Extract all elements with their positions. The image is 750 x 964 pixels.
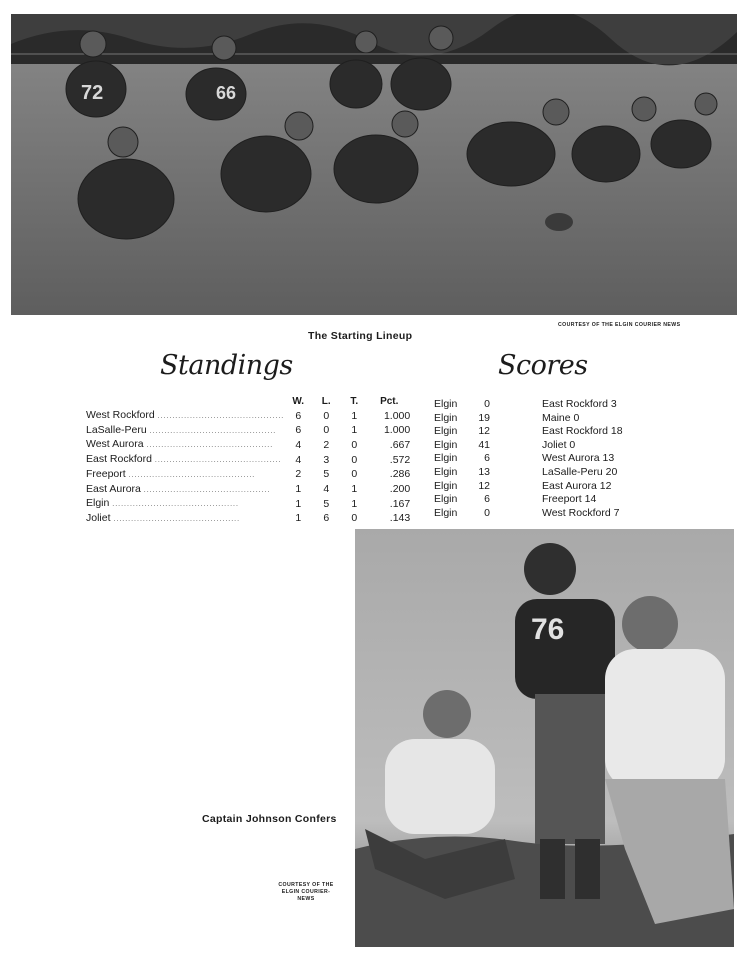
score-opponent: Joliet 0	[542, 438, 576, 451]
score-home-team: Elgin	[434, 465, 458, 478]
standings-wins: 6	[295, 424, 302, 437]
standings-ties: 0	[351, 512, 358, 525]
standings-row	[86, 409, 410, 424]
captain-confers-caption: Captain Johnson Confers	[202, 813, 337, 825]
standings-title: Standings	[160, 350, 293, 381]
standings-losses: 0	[323, 424, 330, 437]
score-home-points: 0	[484, 398, 490, 410]
header-losses: L.	[321, 396, 331, 407]
standings-losses: 5	[323, 497, 330, 510]
score-opponent: Freeport 14	[542, 493, 597, 506]
standings-ties: 0	[351, 438, 358, 451]
score-opponent: Maine 0	[542, 411, 580, 424]
score-opponent: West Rockford 7	[542, 506, 620, 519]
standings-row	[86, 453, 410, 468]
standings-ties: 0	[351, 453, 358, 466]
standings-pct: .572	[389, 453, 411, 466]
standings-ties: 0	[351, 468, 358, 481]
standings-losses: 3	[323, 453, 330, 466]
score-row	[434, 480, 722, 494]
credit-line-2: ELGIN COURIER-NEWS	[281, 889, 331, 902]
standings-team: West Aurora ...........................................	[86, 438, 274, 451]
standings-wins: 6	[295, 409, 302, 422]
score-opponent: East Rockford 3	[542, 398, 617, 410]
score-home-points: 0	[484, 506, 490, 519]
score-home-team: Elgin	[434, 425, 458, 438]
standings-pct: .143	[389, 512, 411, 525]
standings-pct: .167	[389, 497, 411, 510]
captain-confers-credit	[274, 882, 338, 903]
starting-lineup-caption: The Starting Lineup	[308, 330, 413, 342]
score-row	[434, 507, 722, 521]
standings-losses: 4	[323, 483, 330, 496]
standings-ties: 1	[351, 424, 358, 437]
score-home-team: Elgin	[434, 506, 458, 519]
header-wins: W.	[292, 396, 305, 407]
scores-table	[434, 398, 722, 520]
score-home-points: 6	[484, 493, 490, 506]
standings-row	[86, 497, 410, 512]
standings-team: LaSalle-Peru ...........................................	[86, 423, 277, 436]
score-row	[434, 466, 722, 480]
standings-wins: 1	[295, 483, 302, 496]
standings-losses: 6	[323, 512, 330, 525]
score-row	[434, 493, 722, 507]
score-opponent: East Aurora 12	[542, 479, 612, 492]
standings-team: Freeport ...........................................	[86, 467, 256, 480]
score-home-points: 19	[478, 411, 490, 424]
standings-pct: .200	[389, 483, 411, 496]
header-pct: Pct.	[380, 396, 399, 407]
standings-losses: 5	[323, 468, 330, 481]
score-row	[434, 439, 722, 453]
captain-confers-photo	[355, 529, 734, 947]
standings-row	[86, 468, 410, 483]
standings-team: West Rockford ...........................................	[86, 409, 285, 421]
standings-row	[86, 512, 410, 527]
score-home-team: Elgin	[434, 411, 458, 424]
jersey-number-72: 72	[81, 82, 104, 104]
score-home-team: Elgin	[434, 398, 458, 410]
standings-ties: 1	[351, 409, 358, 422]
score-home-team: Elgin	[434, 452, 458, 465]
standings-wins: 2	[295, 468, 302, 481]
score-row	[434, 452, 722, 466]
score-home-points: 41	[478, 438, 490, 451]
score-row	[434, 398, 722, 412]
score-home-points: 13	[478, 465, 490, 478]
score-opponent: LaSalle-Peru 20	[542, 465, 618, 478]
standings-wins: 1	[295, 497, 302, 510]
jersey-number-66: 66	[216, 83, 237, 103]
standings-wins: 4	[295, 438, 302, 451]
score-home-team: Elgin	[434, 493, 458, 506]
standings-pct: .667	[389, 438, 411, 451]
standings-ties: 1	[351, 497, 358, 510]
score-row	[434, 425, 722, 439]
standings-header-row	[86, 396, 410, 409]
standings-pct: 1.000	[383, 409, 411, 422]
standings-wins: 1	[295, 512, 302, 525]
credit-line-1: COURTESY OF THE	[278, 882, 334, 888]
scores-title: Scores	[498, 350, 588, 381]
standings-row	[86, 483, 410, 498]
score-row	[434, 412, 722, 426]
standings-losses: 0	[323, 409, 330, 422]
score-home-team: Elgin	[434, 438, 458, 451]
score-home-team: Elgin	[434, 479, 458, 492]
standings-team: East Aurora ...........................................	[86, 482, 271, 495]
score-opponent: East Rockford 18	[542, 425, 623, 438]
standings-pct: 1.000	[383, 424, 411, 437]
standings-wins: 4	[295, 453, 302, 466]
standings-table	[86, 396, 410, 527]
standings-pct: .286	[389, 468, 411, 481]
standings-team: Elgin ...........................................	[86, 497, 239, 510]
score-opponent: West Aurora 13	[542, 452, 615, 465]
standings-team: East Rockford ...........................................	[86, 453, 282, 466]
standings-row	[86, 438, 410, 453]
score-home-points: 12	[478, 479, 490, 492]
starting-lineup-credit: COURTESY OF THE ELGIN COURIER NEWS	[558, 322, 681, 328]
jersey-number-76: 76	[531, 613, 565, 646]
score-home-points: 6	[484, 452, 490, 465]
standings-ties: 1	[351, 483, 358, 496]
standings-team: Joliet ...........................................	[86, 511, 241, 524]
standings-losses: 2	[323, 438, 330, 451]
score-home-points: 12	[478, 425, 490, 438]
starting-lineup-photo	[11, 14, 737, 315]
header-ties: T.	[350, 396, 359, 407]
standings-row	[86, 424, 410, 439]
